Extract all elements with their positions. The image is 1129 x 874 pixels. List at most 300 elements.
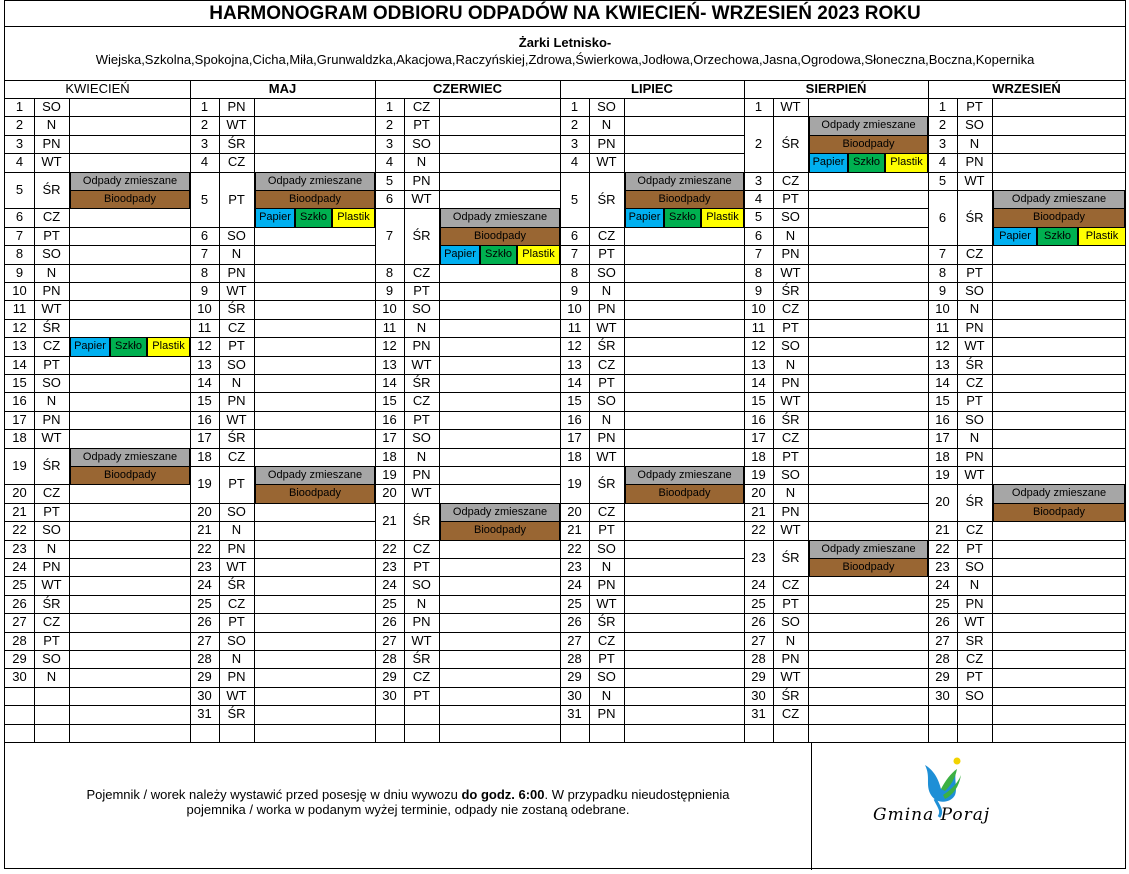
day-name: PN bbox=[412, 467, 431, 482]
day-number: 1 bbox=[15, 99, 24, 114]
day-name: CZ bbox=[597, 503, 616, 519]
day-number: 1 bbox=[385, 99, 394, 114]
day-number: 29 bbox=[751, 669, 766, 685]
day-name: CZ bbox=[412, 99, 431, 114]
day-name: SO bbox=[965, 411, 984, 427]
day-number: 10 bbox=[935, 301, 950, 317]
day-number: 15 bbox=[751, 393, 766, 409]
grid-line bbox=[928, 724, 1125, 725]
day-name: WT bbox=[41, 430, 62, 446]
day-number: 4 bbox=[385, 154, 394, 170]
day-name: PN bbox=[412, 338, 431, 354]
calendar-grid bbox=[5, 1, 1127, 874]
mixed-waste-tag: Odpady zmieszane bbox=[70, 172, 190, 191]
day-name: PT bbox=[966, 264, 983, 280]
day-number: 25 bbox=[567, 595, 582, 611]
day-number: 15 bbox=[12, 375, 27, 390]
bio-waste-tag: Bioodpady bbox=[625, 484, 744, 503]
day-name: PT bbox=[43, 503, 60, 519]
day-number: 23 bbox=[567, 559, 582, 574]
bio-waste-tag: Bioodpady bbox=[440, 227, 560, 246]
day-name: PN bbox=[597, 135, 616, 151]
day-number: 30 bbox=[751, 687, 766, 703]
day-number: 4 bbox=[754, 191, 763, 206]
note-text-3: pojemnika / worka w podanym wyżej terminie, odpady nie zostaną odebrane. bbox=[186, 802, 630, 817]
day-number: 8 bbox=[938, 264, 947, 280]
day-number: 9 bbox=[200, 283, 209, 298]
day-number: 12 bbox=[567, 338, 582, 354]
tulip-logo-icon bbox=[865, 751, 1025, 841]
day-number: 2 bbox=[570, 117, 579, 133]
day-name: PN bbox=[42, 283, 61, 298]
day-name: N bbox=[46, 264, 57, 280]
day-name: N bbox=[969, 577, 980, 593]
day-name: ŚR bbox=[781, 549, 800, 565]
schedule-sheet bbox=[4, 0, 1126, 869]
day-number: 12 bbox=[12, 319, 27, 335]
day-number: 29 bbox=[567, 669, 582, 685]
day-number: 24 bbox=[382, 577, 397, 593]
day-name: PN bbox=[781, 651, 800, 666]
day-name: PN bbox=[597, 430, 616, 446]
day-name: WT bbox=[41, 301, 62, 317]
day-name: PN bbox=[965, 319, 984, 335]
day-name: PN bbox=[781, 246, 800, 262]
footer-divider bbox=[811, 742, 812, 870]
day-name: SO bbox=[227, 356, 246, 372]
day-name: WT bbox=[596, 595, 617, 611]
day-name: PT bbox=[966, 99, 983, 114]
day-name: ŚR bbox=[597, 614, 616, 630]
day-name: ŚR bbox=[227, 301, 246, 317]
day-name: PT bbox=[413, 559, 430, 574]
day-number: 15 bbox=[197, 393, 212, 409]
grid-line bbox=[560, 724, 744, 725]
day-number: 14 bbox=[382, 375, 397, 390]
day-number: 20 bbox=[382, 485, 397, 501]
day-number: 4 bbox=[15, 154, 24, 170]
day-number: 19 bbox=[12, 457, 27, 473]
day-name: PN bbox=[965, 154, 984, 170]
mixed-waste-tag: Odpady zmieszane bbox=[625, 466, 744, 485]
day-number: 26 bbox=[935, 614, 950, 630]
day-number: 11 bbox=[567, 319, 582, 335]
day-name: ŚR bbox=[42, 595, 61, 611]
day-number: 8 bbox=[754, 264, 763, 280]
day-number: 12 bbox=[197, 338, 212, 354]
day-name: SO bbox=[42, 99, 61, 114]
day-name: PT bbox=[43, 632, 60, 648]
day-name: PN bbox=[412, 172, 431, 188]
day-name: PT bbox=[228, 614, 245, 630]
day-number: 23 bbox=[197, 559, 212, 574]
mixed-waste-tag: Odpady zmieszane bbox=[255, 172, 375, 191]
day-name: SO bbox=[412, 430, 431, 446]
day-number: 10 bbox=[567, 301, 582, 317]
day-name: ŚR bbox=[227, 706, 246, 722]
day-name: WT bbox=[411, 485, 432, 501]
day-number: 30 bbox=[197, 687, 212, 703]
day-name: SO bbox=[227, 632, 246, 648]
day-name: SO bbox=[781, 467, 800, 482]
day-name: SO bbox=[965, 687, 984, 703]
day-number: 28 bbox=[751, 651, 766, 666]
mixed-waste-tag: Odpady zmieszane bbox=[993, 484, 1125, 503]
day-name: PN bbox=[965, 595, 984, 611]
day-name: SO bbox=[412, 577, 431, 593]
day-number: 8 bbox=[200, 264, 209, 280]
day-name: N bbox=[785, 227, 796, 243]
bio-waste-tag: Bioodpady bbox=[440, 521, 560, 540]
grid-line bbox=[928, 742, 1125, 743]
day-name: ŚR bbox=[42, 457, 61, 473]
day-name: PT bbox=[413, 283, 430, 298]
day-number: 2 bbox=[15, 117, 24, 133]
day-number: 27 bbox=[197, 632, 212, 648]
day-number: 7 bbox=[570, 246, 579, 262]
day-name: WT bbox=[780, 393, 801, 409]
day-name: PT bbox=[598, 651, 615, 666]
day-name: ŚR bbox=[597, 476, 616, 491]
day-name: CZ bbox=[597, 227, 616, 243]
grid-line bbox=[190, 724, 375, 725]
day-name: WT bbox=[780, 669, 801, 685]
paper-tag: Papier bbox=[625, 208, 664, 227]
day-name: N bbox=[46, 669, 57, 685]
day-number: 10 bbox=[12, 283, 27, 298]
day-name: N bbox=[969, 430, 980, 446]
day-number: 15 bbox=[382, 393, 397, 409]
mixed-waste-tag: Odpady zmieszane bbox=[440, 208, 560, 227]
day-name: PT bbox=[966, 669, 983, 685]
glass-tag: Szkło bbox=[664, 208, 701, 227]
bio-waste-tag: Bioodpady bbox=[70, 466, 190, 485]
day-name: SO bbox=[597, 99, 616, 114]
day-number: 7 bbox=[385, 228, 394, 244]
day-number: 21 bbox=[382, 512, 397, 528]
day-name: N bbox=[601, 117, 612, 133]
grid-line bbox=[928, 705, 1125, 706]
glass-tag: Szkło bbox=[480, 245, 517, 264]
day-number: 30 bbox=[935, 687, 950, 703]
day-number: 18 bbox=[751, 448, 766, 464]
day-number: 20 bbox=[751, 485, 766, 501]
day-name: CZ bbox=[412, 264, 431, 280]
day-name: ŚR bbox=[781, 283, 800, 298]
day-name: SO bbox=[965, 559, 984, 574]
day-name: CZ bbox=[412, 393, 431, 409]
day-number: 25 bbox=[12, 577, 27, 593]
paper-tag: Papier bbox=[440, 245, 480, 264]
day-name: PT bbox=[782, 595, 799, 611]
day-number: 5 bbox=[15, 181, 24, 197]
day-number: 31 bbox=[567, 706, 582, 722]
day-number: 5 bbox=[938, 172, 947, 188]
day-number: 21 bbox=[197, 522, 212, 538]
grid-line bbox=[560, 742, 744, 743]
day-name: N bbox=[969, 301, 980, 317]
day-name: N bbox=[601, 687, 612, 703]
day-number: 24 bbox=[197, 577, 212, 593]
day-number: 25 bbox=[751, 595, 766, 611]
day-number: 3 bbox=[200, 135, 209, 151]
day-number: 30 bbox=[567, 687, 582, 703]
day-name: PT bbox=[782, 319, 799, 335]
day-number: 17 bbox=[382, 430, 397, 446]
day-number: 29 bbox=[197, 669, 212, 685]
day-number: 29 bbox=[12, 651, 27, 666]
day-number: 10 bbox=[751, 301, 766, 317]
day-number: 27 bbox=[935, 632, 950, 648]
day-number: 14 bbox=[935, 375, 950, 390]
day-name: PT bbox=[413, 117, 430, 133]
day-number: 27 bbox=[382, 632, 397, 648]
day-number: 1 bbox=[754, 99, 763, 114]
day-name: WT bbox=[964, 614, 985, 630]
day-number: 1 bbox=[570, 99, 579, 114]
grid-line bbox=[5, 687, 190, 688]
day-number: 14 bbox=[751, 375, 766, 390]
day-name: PN bbox=[42, 411, 61, 427]
day-number: 8 bbox=[385, 264, 394, 280]
day-name: SO bbox=[965, 117, 984, 133]
day-name: CZ bbox=[412, 669, 431, 685]
day-number: 17 bbox=[12, 411, 27, 427]
day-name: ŚR bbox=[597, 338, 616, 354]
day-number: 13 bbox=[567, 356, 582, 372]
day-name: CZ bbox=[781, 301, 800, 317]
day-number: 16 bbox=[12, 393, 27, 409]
day-number: 28 bbox=[12, 632, 27, 648]
day-number: 28 bbox=[197, 651, 212, 666]
day-name: ŚR bbox=[412, 228, 431, 244]
day-name: ŚR bbox=[227, 577, 246, 593]
day-number: 11 bbox=[751, 319, 766, 335]
day-number: 6 bbox=[754, 227, 763, 243]
day-name: WT bbox=[226, 117, 247, 133]
day-name: PN bbox=[227, 669, 246, 685]
day-name: CZ bbox=[42, 485, 61, 501]
day-number: 22 bbox=[935, 540, 950, 556]
day-number: 27 bbox=[567, 632, 582, 648]
day-number: 13 bbox=[382, 356, 397, 372]
day-number: 23 bbox=[12, 540, 27, 556]
day-number: 18 bbox=[197, 448, 212, 464]
day-number: 19 bbox=[935, 467, 950, 482]
bio-waste-tag: Bioodpady bbox=[255, 190, 375, 209]
day-name: N bbox=[785, 485, 796, 501]
day-number: 19 bbox=[751, 467, 766, 482]
day-name: PN bbox=[227, 264, 246, 280]
day-number: 18 bbox=[567, 448, 582, 464]
day-number: 4 bbox=[570, 154, 579, 170]
day-name: WT bbox=[596, 154, 617, 170]
month-header: MAJ bbox=[268, 81, 297, 96]
day-name: PT bbox=[228, 476, 245, 491]
day-number: 19 bbox=[382, 467, 397, 482]
day-name: WT bbox=[226, 687, 247, 703]
day-number: 1 bbox=[200, 99, 209, 114]
day-name: SO bbox=[42, 651, 61, 666]
day-name: CZ bbox=[227, 154, 246, 170]
day-name: SR bbox=[965, 632, 984, 648]
day-name: WT bbox=[596, 319, 617, 335]
day-number: 21 bbox=[935, 522, 950, 538]
day-name: ŚR bbox=[227, 430, 246, 446]
plastic-tag: Plastik bbox=[885, 153, 928, 172]
day-name: CZ bbox=[965, 522, 984, 538]
day-number: 20 bbox=[935, 494, 950, 510]
collection-note bbox=[5, 787, 811, 817]
mixed-waste-tag: Odpady zmieszane bbox=[255, 466, 375, 485]
mixed-waste-tag: Odpady zmieszane bbox=[440, 503, 560, 522]
day-number: 22 bbox=[197, 540, 212, 556]
day-number: 18 bbox=[12, 430, 27, 446]
day-number: 22 bbox=[12, 522, 27, 538]
day-number: 3 bbox=[385, 135, 394, 151]
day-number: 23 bbox=[382, 559, 397, 574]
plastic-tag: Plastik bbox=[1078, 227, 1126, 246]
day-name: CZ bbox=[781, 706, 800, 722]
day-name: ŚR bbox=[42, 181, 61, 197]
day-name: PT bbox=[782, 448, 799, 464]
day-number: 16 bbox=[197, 411, 212, 427]
day-number: 5 bbox=[385, 172, 394, 188]
day-name: WT bbox=[411, 356, 432, 372]
day-name: PT bbox=[43, 227, 60, 243]
note-deadline: do godz. 6:00 bbox=[461, 787, 545, 802]
day-name: N bbox=[416, 448, 427, 464]
bio-waste-tag: Bioodpady bbox=[809, 135, 928, 154]
mixed-waste-tag: Odpady zmieszane bbox=[70, 448, 190, 467]
day-number: 18 bbox=[935, 448, 950, 464]
day-name: PN bbox=[965, 448, 984, 464]
day-number: 9 bbox=[385, 283, 394, 298]
day-name: PT bbox=[966, 393, 983, 409]
day-number: 19 bbox=[567, 476, 582, 491]
day-number: 17 bbox=[935, 430, 950, 446]
day-name: ŚR bbox=[597, 191, 616, 207]
day-name: PN bbox=[227, 99, 246, 114]
day-number: 5 bbox=[754, 209, 763, 225]
grid-line bbox=[375, 742, 560, 743]
day-name: SO bbox=[597, 669, 616, 685]
day-number: 14 bbox=[12, 356, 27, 372]
plastic-tag: Plastik bbox=[701, 208, 744, 227]
day-name: N bbox=[601, 411, 612, 427]
day-number: 8 bbox=[570, 264, 579, 280]
mixed-waste-tag: Odpady zmieszane bbox=[809, 540, 928, 559]
day-name: N bbox=[231, 246, 242, 262]
day-number: 16 bbox=[382, 411, 397, 427]
grid-line bbox=[808, 98, 809, 742]
bio-waste-tag: Bioodpady bbox=[70, 190, 190, 209]
day-name: WT bbox=[226, 283, 247, 298]
day-name: PT bbox=[598, 522, 615, 538]
day-name: CZ bbox=[227, 448, 246, 464]
day-number: 24 bbox=[567, 577, 582, 593]
day-name: WT bbox=[964, 467, 985, 482]
day-name: PN bbox=[597, 577, 616, 593]
day-number: 7 bbox=[754, 246, 763, 262]
day-name: CZ bbox=[781, 172, 800, 188]
day-name: N bbox=[416, 595, 427, 611]
day-number: 9 bbox=[570, 283, 579, 298]
day-number: 24 bbox=[935, 577, 950, 593]
day-number: 15 bbox=[935, 393, 950, 409]
month-header: CZERWIEC bbox=[432, 81, 503, 96]
paper-tag: Papier bbox=[70, 337, 110, 356]
day-name: WT bbox=[964, 172, 985, 188]
day-number: 9 bbox=[754, 283, 763, 298]
day-number: 13 bbox=[751, 356, 766, 372]
day-number: 12 bbox=[751, 338, 766, 354]
day-name: PN bbox=[781, 503, 800, 519]
grid-line bbox=[744, 742, 928, 743]
day-number: 2 bbox=[200, 117, 209, 133]
day-name: SO bbox=[412, 301, 431, 317]
day-number: 26 bbox=[751, 614, 766, 630]
bio-waste-tag: Bioodpady bbox=[255, 484, 375, 503]
location-label: Żarki Letnisko- bbox=[518, 35, 612, 50]
day-name: CZ bbox=[965, 375, 984, 390]
day-number: 28 bbox=[935, 651, 950, 666]
day-number: 2 bbox=[385, 117, 394, 133]
day-name: N bbox=[46, 393, 57, 409]
day-name: WT bbox=[411, 191, 432, 206]
day-number: 6 bbox=[938, 210, 947, 225]
logo-text: Gmina Poraj bbox=[873, 805, 991, 825]
day-name: N bbox=[416, 154, 427, 170]
day-name: CZ bbox=[227, 319, 246, 335]
day-name: PN bbox=[597, 301, 616, 317]
day-number: 24 bbox=[12, 559, 27, 574]
glass-tag: Szkło bbox=[1037, 227, 1078, 246]
mixed-waste-tag: Odpady zmieszane bbox=[993, 190, 1125, 209]
streets-list: Wiejska,Szkolna,Spokojna,Cicha,Miła,Grunwaldzka,Akacjowa,Raczyńskiej,Zdrowa,Świerkowa,Jodłowa,Orzechowa,Jasna,Ogrodowa,Słoneczna,Boczna,Kopernika bbox=[95, 52, 1035, 67]
day-name: SO bbox=[781, 209, 800, 225]
day-name: PN bbox=[42, 135, 61, 151]
day-number: 27 bbox=[12, 614, 27, 630]
day-number: 6 bbox=[15, 209, 24, 225]
day-name: SO bbox=[965, 283, 984, 298]
day-number: 16 bbox=[935, 411, 950, 427]
day-number: 13 bbox=[935, 356, 950, 372]
month-header: WRZESIEŃ bbox=[992, 81, 1061, 96]
day-number: 10 bbox=[197, 301, 212, 317]
day-number: 16 bbox=[751, 411, 766, 427]
day-number: 20 bbox=[567, 503, 582, 519]
day-number: 3 bbox=[754, 172, 763, 188]
bio-waste-tag: Bioodpady bbox=[809, 558, 928, 577]
plastic-tag: Plastik bbox=[147, 337, 190, 356]
day-number: 27 bbox=[751, 632, 766, 648]
plastic-tag: Plastik bbox=[332, 208, 375, 227]
day-number: 5 bbox=[570, 191, 579, 207]
day-number: 6 bbox=[385, 191, 394, 206]
day-number: 8 bbox=[15, 246, 24, 262]
day-name: ŚR bbox=[965, 210, 984, 225]
day-name: PT bbox=[598, 375, 615, 390]
day-name: WT bbox=[41, 577, 62, 593]
day-name: N bbox=[601, 559, 612, 574]
bio-waste-tag: Bioodpady bbox=[993, 503, 1125, 522]
page-title: HARMONOGRAM ODBIORU ODPADÓW NA KWIECIEŃ- WRZESIEŃ 2023 ROKU bbox=[5, 1, 1125, 27]
day-number: 29 bbox=[382, 669, 397, 685]
day-name: ŚR bbox=[42, 319, 61, 335]
day-name: ŚR bbox=[227, 135, 246, 151]
day-name: ŚR bbox=[412, 651, 431, 666]
